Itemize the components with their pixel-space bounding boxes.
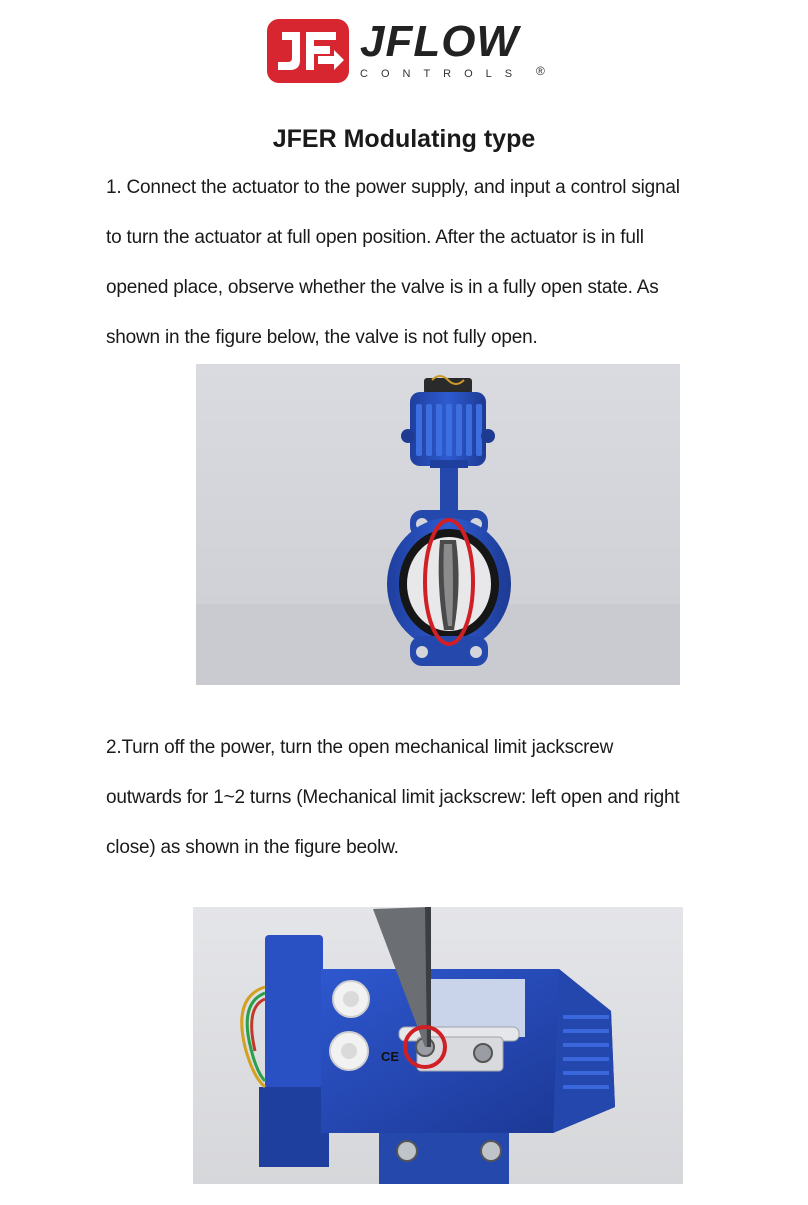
page-title: JFER Modulating type	[272, 125, 536, 153]
step2-paragraph	[106, 723, 716, 873]
logo-wordmark: JFLOW	[360, 17, 519, 66]
step1-paragraph	[106, 163, 716, 363]
step1-line: to turn the actuator at full open position. After the actuator is in full	[106, 227, 644, 248]
step1-line: shown in the figure below, the valve is not fully open.	[106, 327, 538, 348]
step2-line: outwards for 1~2 turns (Mechanical limit jackscrew: left open and right	[106, 787, 680, 808]
jflow-logo	[266, 18, 556, 86]
logo-registered-mark: ®	[536, 64, 545, 78]
step1-line: opened place, observe whether the valve is in a fully open state. As	[106, 277, 659, 298]
jflow-logo-mark-icon	[266, 18, 350, 84]
step1-line: 1. Connect the actuator to the power supply, and input a control signal	[106, 177, 680, 198]
step2-line: 2.Turn off the power, turn the open mechanical limit jackscrew	[106, 737, 614, 758]
ce-mark: CE	[381, 1049, 400, 1064]
logo-subtext: CONTROLS	[360, 68, 526, 80]
valve-photo	[196, 364, 680, 685]
actuator-photo	[193, 907, 683, 1184]
step2-line: close) as shown in the figure beolw.	[106, 837, 399, 858]
